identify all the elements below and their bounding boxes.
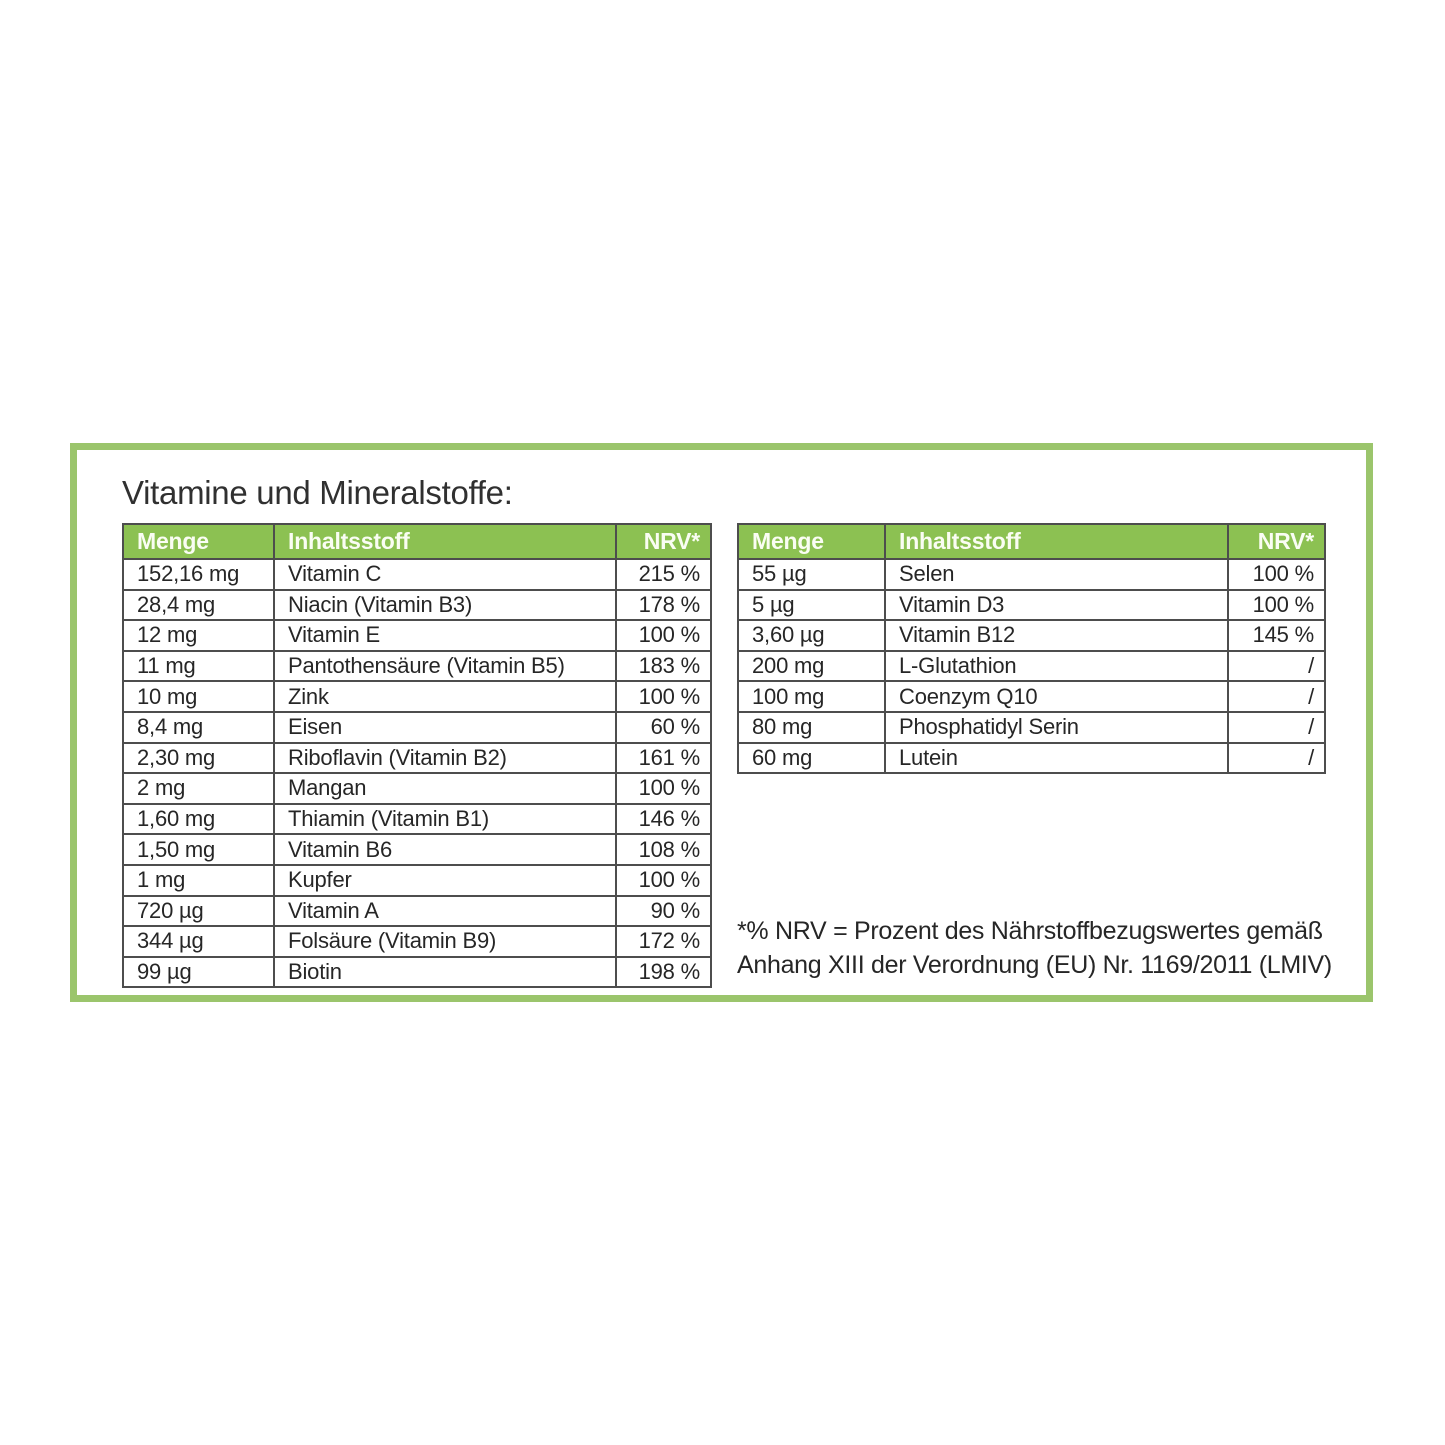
table-row [738, 590, 1325, 621]
column-header-menge: Menge [738, 524, 885, 559]
amount-cell: 2 mg [123, 773, 274, 804]
table-row [123, 651, 711, 682]
nrv-cell: 100 % [616, 865, 711, 896]
table-row [123, 681, 711, 712]
amount-cell: 100 mg [738, 681, 885, 712]
ingredient-cell: Biotin [274, 957, 616, 988]
nrv-footnote [737, 914, 1349, 982]
table-row [123, 896, 711, 927]
nrv-cell: 145 % [1228, 620, 1325, 651]
nrv-cell: 198 % [616, 957, 711, 988]
vitamins-table [122, 523, 712, 988]
nrv-cell: 215 % [616, 559, 711, 590]
table-row [123, 620, 711, 651]
amount-cell: 152,16 mg [123, 559, 274, 590]
ingredient-cell: Pantothensäure (Vitamin B5) [274, 651, 616, 682]
nrv-cell: 60 % [616, 712, 711, 743]
amount-cell: 8,4 mg [123, 712, 274, 743]
amount-cell: 1 mg [123, 865, 274, 896]
nrv-cell: 172 % [616, 926, 711, 957]
nrv-cell: / [1228, 743, 1325, 774]
ingredient-cell: Niacin (Vitamin B3) [274, 590, 616, 621]
table-row [123, 590, 711, 621]
nrv-cell: / [1228, 651, 1325, 682]
column-header-inhaltsstoff: Inhaltsstoff [274, 524, 616, 559]
nrv-cell: 178 % [616, 590, 711, 621]
amount-cell: 55 µg [738, 559, 885, 590]
table-row [738, 559, 1325, 590]
ingredient-cell: Vitamin A [274, 896, 616, 927]
minerals-table [737, 523, 1326, 774]
page-title: Vitamine und Mineralstoffe: [122, 474, 513, 511]
column-header-nrv: NRV* [616, 524, 711, 559]
table-row [738, 681, 1325, 712]
column-header-menge: Menge [123, 524, 274, 559]
amount-cell: 720 µg [123, 896, 274, 927]
table-row [123, 712, 711, 743]
nrv-cell: 146 % [616, 804, 711, 835]
nrv-cell: 100 % [616, 773, 711, 804]
ingredient-cell: Eisen [274, 712, 616, 743]
ingredient-cell: Vitamin B6 [274, 834, 616, 865]
amount-cell: 11 mg [123, 651, 274, 682]
table-header-row [123, 524, 711, 559]
ingredient-cell: Kupfer [274, 865, 616, 896]
nrv-cell: / [1228, 681, 1325, 712]
ingredient-cell: Riboflavin (Vitamin B2) [274, 743, 616, 774]
amount-cell: 1,60 mg [123, 804, 274, 835]
table-row [123, 957, 711, 988]
nrv-cell: 161 % [616, 743, 711, 774]
ingredient-cell: L-Glutathion [885, 651, 1228, 682]
ingredient-cell: Folsäure (Vitamin B9) [274, 926, 616, 957]
nrv-footnote-line1: *% NRV = Prozent des Nährstoffbezugswertes gemäß [737, 917, 1323, 945]
nrv-cell: 108 % [616, 834, 711, 865]
nrv-cell: 100 % [616, 681, 711, 712]
table-header-row [738, 524, 1325, 559]
ingredient-cell: Thiamin (Vitamin B1) [274, 804, 616, 835]
amount-cell: 344 µg [123, 926, 274, 957]
ingredient-cell: Vitamin D3 [885, 590, 1228, 621]
nrv-footnote-line2: Anhang XIII der Verordnung (EU) Nr. 1169/2011 (LMIV) [737, 951, 1332, 979]
table-row [123, 926, 711, 957]
table-row [123, 865, 711, 896]
amount-cell: 2,30 mg [123, 743, 274, 774]
amount-cell: 80 mg [738, 712, 885, 743]
ingredient-cell: Vitamin C [274, 559, 616, 590]
nrv-cell: 183 % [616, 651, 711, 682]
table-row [738, 651, 1325, 682]
ingredient-cell: Mangan [274, 773, 616, 804]
amount-cell: 99 µg [123, 957, 274, 988]
column-header-inhaltsstoff: Inhaltsstoff [885, 524, 1228, 559]
table-row [123, 773, 711, 804]
amount-cell: 60 mg [738, 743, 885, 774]
ingredient-cell: Zink [274, 681, 616, 712]
table-row [738, 620, 1325, 651]
ingredient-cell: Selen [885, 559, 1228, 590]
table-row [738, 712, 1325, 743]
table-row [123, 834, 711, 865]
nrv-cell: 100 % [616, 620, 711, 651]
table-row [738, 743, 1325, 774]
table-row [123, 559, 711, 590]
nrv-cell: 100 % [1228, 590, 1325, 621]
table-row [123, 743, 711, 774]
ingredient-cell: Phosphatidyl Serin [885, 712, 1228, 743]
nrv-cell: / [1228, 712, 1325, 743]
ingredient-cell: Vitamin B12 [885, 620, 1228, 651]
amount-cell: 3,60 µg [738, 620, 885, 651]
nrv-cell: 90 % [616, 896, 711, 927]
column-header-nrv: NRV* [1228, 524, 1325, 559]
amount-cell: 12 mg [123, 620, 274, 651]
ingredient-cell: Vitamin E [274, 620, 616, 651]
table-row [123, 804, 711, 835]
amount-cell: 200 mg [738, 651, 885, 682]
nrv-cell: 100 % [1228, 559, 1325, 590]
ingredient-cell: Coenzym Q10 [885, 681, 1228, 712]
amount-cell: 1,50 mg [123, 834, 274, 865]
amount-cell: 5 µg [738, 590, 885, 621]
amount-cell: 28,4 mg [123, 590, 274, 621]
ingredient-cell: Lutein [885, 743, 1228, 774]
amount-cell: 10 mg [123, 681, 274, 712]
